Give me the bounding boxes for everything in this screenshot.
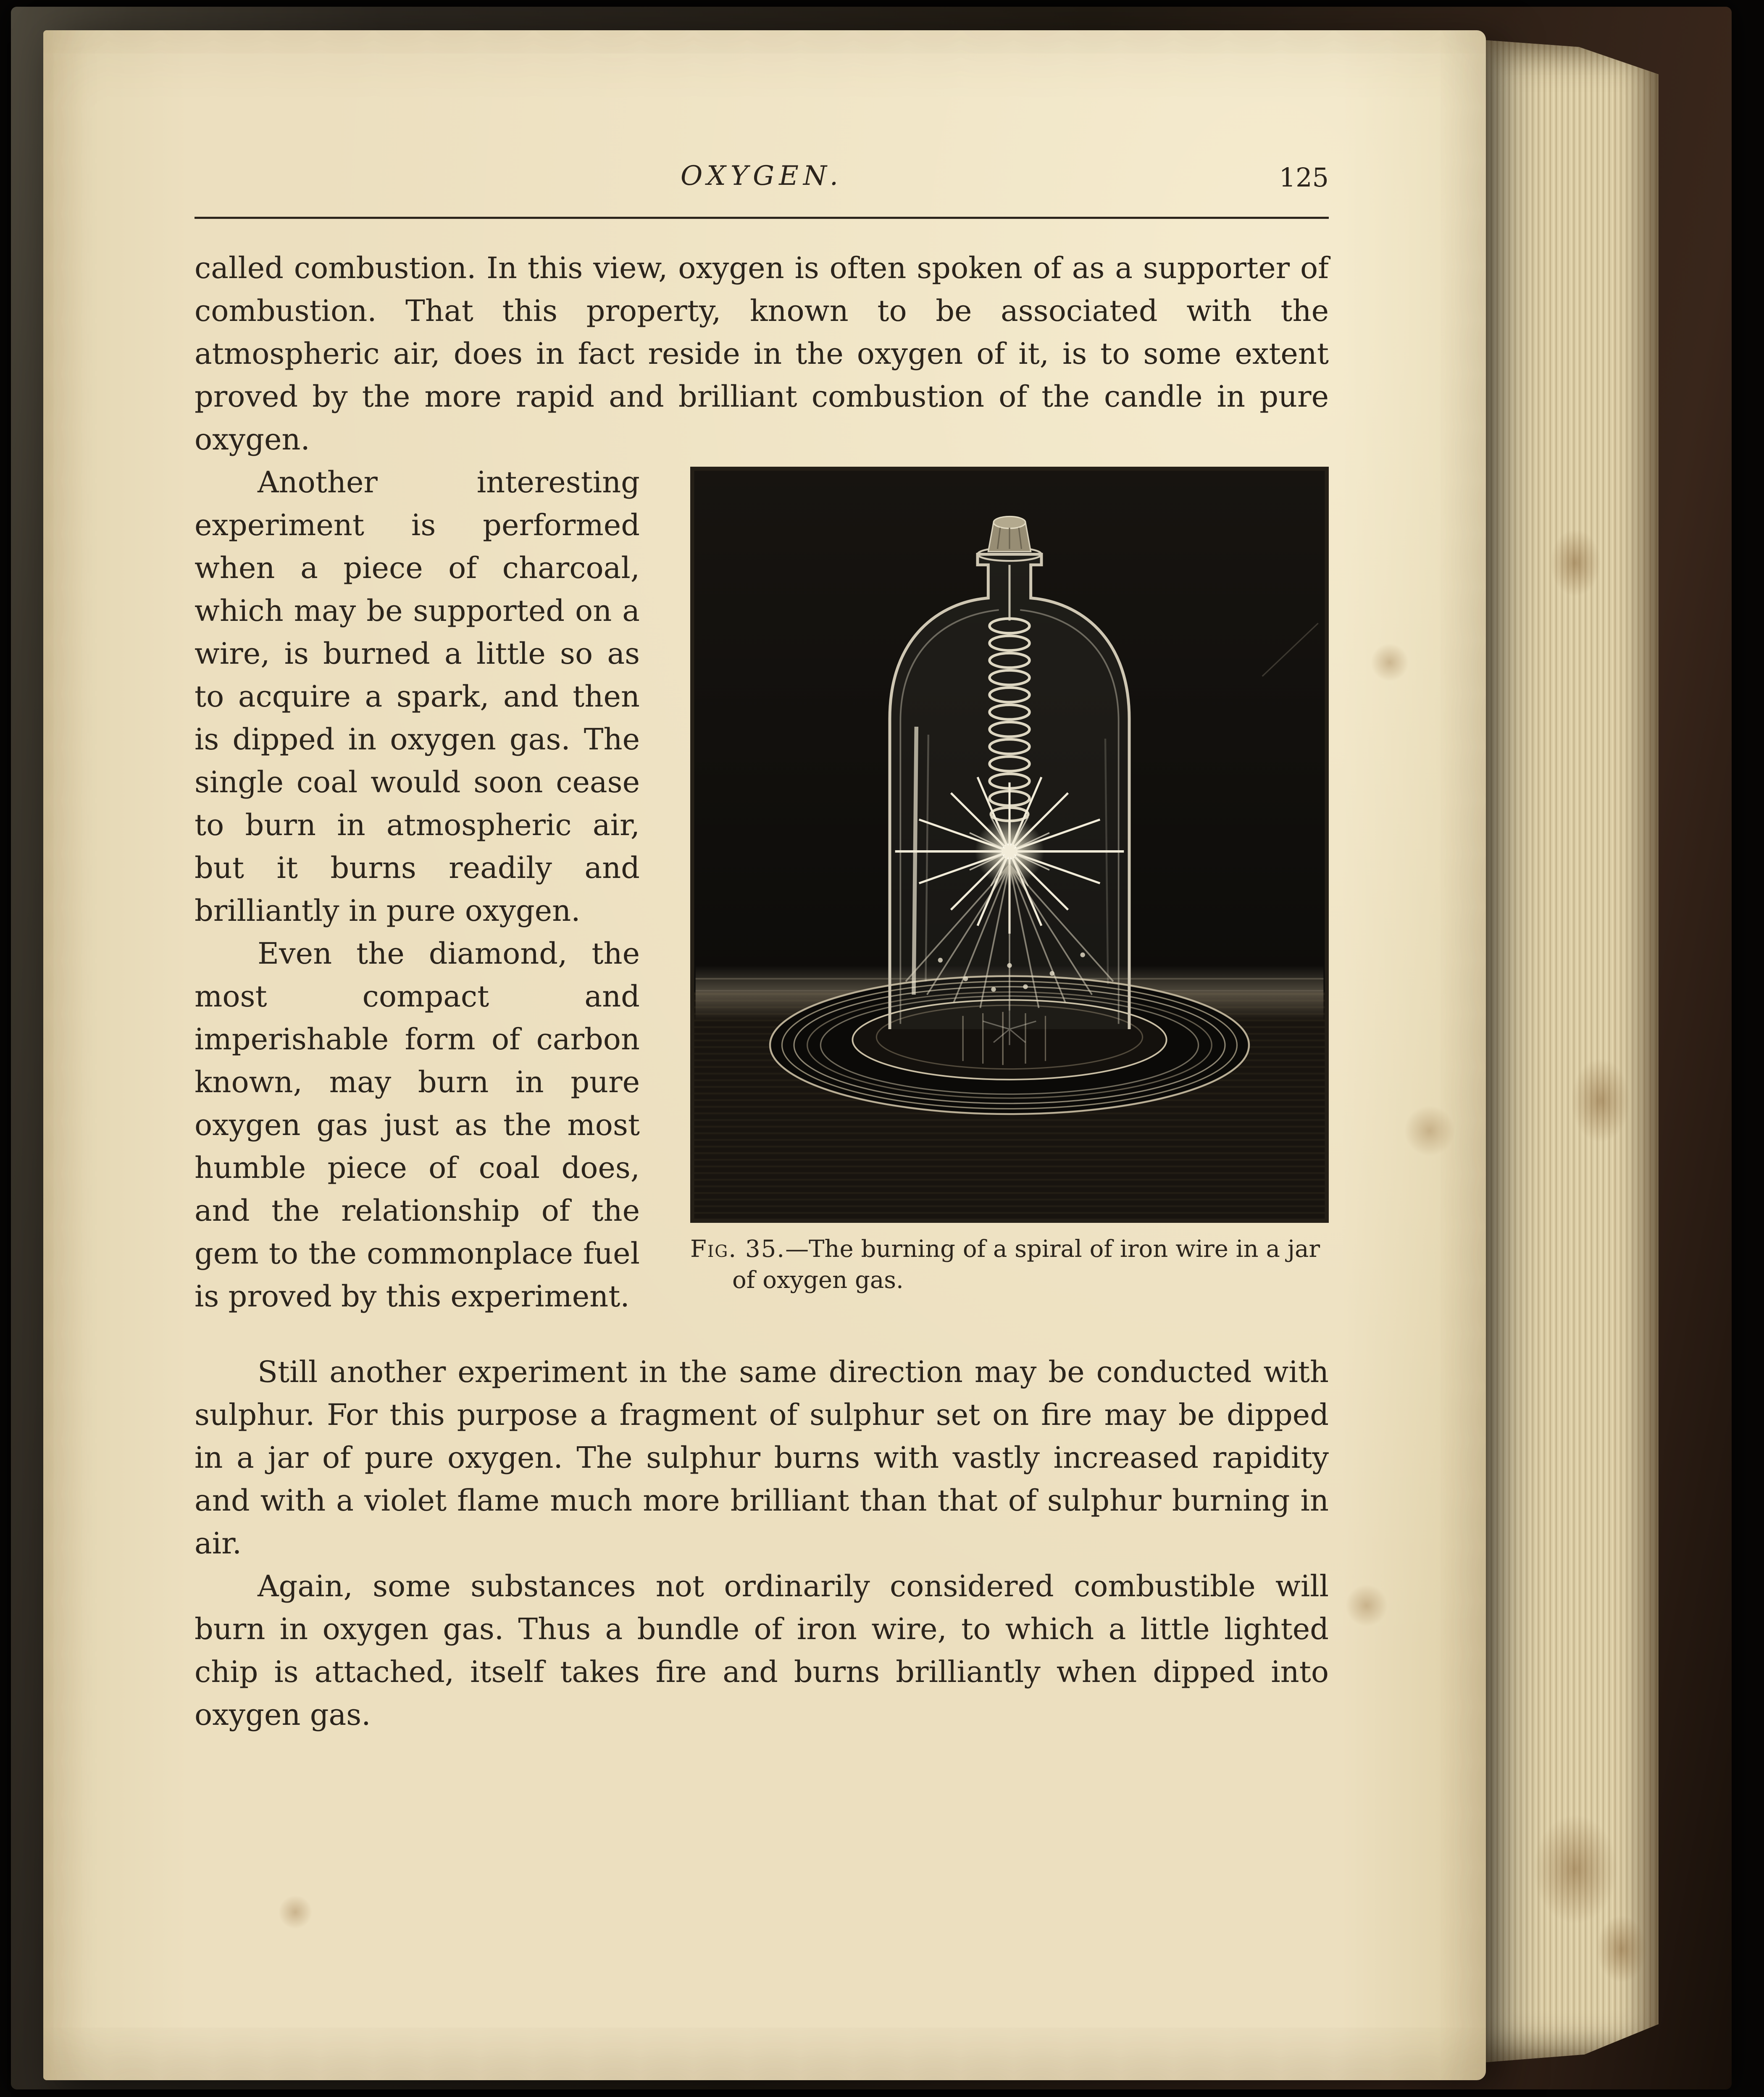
caption-text: —The burning of a spiral of iron wire in a jar of oxygen gas. [732,1235,1320,1294]
fore-edge-stain [1571,1059,1630,1143]
book-page [43,30,1486,2080]
paragraph-2: Another interesting experiment is performed when a piece of charcoal, which may be supported on a wire, is burned a little so as to acquire a spark, and then is dipped in oxygen gas. The single coal would soon cease to burn in atmospheric air, but it burns readily and brilliantly in pure oxygen. [195,465,640,928]
foxing-spot [1404,1106,1455,1156]
wrap-section [195,461,1329,1318]
foxing-spot [1346,1585,1388,1627]
body-text [195,247,1329,1736]
foxing-spot [1371,644,1409,681]
paragraph-1: called combustion. In this view, oxygen is often spoken of as a supporter of combustion. That this property, known to be associated with the atmospheric air, does in fact reside in the oxygen of it, is to some extent proved by the more rapid and brilliant combustion of the candle in pure oxygen. [195,251,1329,457]
running-title: OXYGEN. [680,160,843,192]
engraving-illustration [690,467,1329,1223]
page-header [195,156,1329,202]
paragraph-5: Again, some substances not ordinarily considered combustible will burn in oxygen gas. Thus a bundle of iron wire, to which a little lighted chip is attached, itself takes fire and burns brilliantly when dipped into oxygen gas. [195,1569,1329,1732]
caption-label: Fig. 35. [690,1235,786,1263]
fore-edge-stain [1596,1916,1647,1983]
page-number: 125 [1279,162,1329,193]
fore-edge-pages [1482,40,1659,2063]
figure-35 [690,467,1329,1296]
paragraph-3: Even the diamond, the most compact and imperishable form of carbon known, may burn in pure oxygen gas just as the most humble piece of coal does, and the relationship of the gem to the commonplace fuel is proved by this experiment. [195,936,640,1314]
fore-edge-stain [1533,1815,1617,1924]
fore-edge-stain [1550,529,1601,597]
figure-caption [690,1234,1329,1296]
page-content [195,156,1329,1736]
paragraph-4: Still another experiment in the same direction may be conducted with sulphur. For this purpose a fragment of sulphur set on fire may be dipped in a jar of pure oxygen. The sulphur burns with vastly increased rapidity and with a violet flame much more brilliant than that of sulphur burning in air. [195,1355,1329,1561]
header-rule [195,217,1329,219]
foxing-spot [279,1895,312,1929]
